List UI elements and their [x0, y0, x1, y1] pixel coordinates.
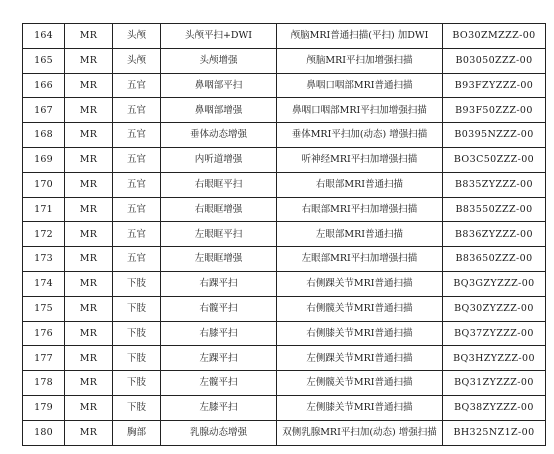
table-row — [23, 123, 546, 148]
modality-cell: MR — [65, 98, 113, 123]
row-number-cell: 170 — [23, 172, 65, 197]
modality-cell: MR — [65, 73, 113, 98]
row-number-cell: 180 — [23, 420, 65, 445]
row-number-cell: 164 — [23, 24, 65, 49]
row-number-cell: 174 — [23, 271, 65, 296]
body-part-cell: 五官 — [113, 98, 161, 123]
body-part-cell: 五官 — [113, 123, 161, 148]
row-number-cell: 168 — [23, 123, 65, 148]
table-row — [23, 395, 546, 420]
short-name-cell: 右踝平扫 — [161, 271, 277, 296]
body-part-cell: 下肢 — [113, 271, 161, 296]
full-name-cell: 听神经MRI平扫加增强扫描 — [277, 147, 443, 172]
table-row — [23, 197, 546, 222]
short-name-cell: 头颅平扫+DWI — [161, 24, 277, 49]
modality-cell: MR — [65, 420, 113, 445]
full-name-cell: 颅脑MRI普通扫描(平扫) 加DWI — [277, 24, 443, 49]
short-name-cell: 乳腺动态增强 — [161, 420, 277, 445]
body-part-cell: 胸部 — [113, 420, 161, 445]
body-part-cell: 五官 — [113, 247, 161, 272]
modality-cell: MR — [65, 48, 113, 73]
body-part-cell: 下肢 — [113, 321, 161, 346]
body-part-cell: 五官 — [113, 147, 161, 172]
short-name-cell: 左眼眶增强 — [161, 247, 277, 272]
full-name-cell: 右侧髋关节MRI普通扫描 — [277, 296, 443, 321]
full-name-cell: 左侧踝关节MRI普通扫描 — [277, 346, 443, 371]
body-part-cell: 五官 — [113, 222, 161, 247]
modality-cell: MR — [65, 123, 113, 148]
code-cell: BH325NZ1Z-00 — [443, 420, 546, 445]
modality-cell: MR — [65, 247, 113, 272]
row-number-cell: 176 — [23, 321, 65, 346]
modality-cell: MR — [65, 371, 113, 396]
full-name-cell: 左眼部MRI普通扫描 — [277, 222, 443, 247]
short-name-cell: 垂体动态增强 — [161, 123, 277, 148]
table-row — [23, 147, 546, 172]
modality-cell: MR — [65, 271, 113, 296]
body-part-cell: 下肢 — [113, 346, 161, 371]
short-name-cell: 右眼眶平扫 — [161, 172, 277, 197]
table-row — [23, 296, 546, 321]
modality-cell: MR — [65, 222, 113, 247]
row-number-cell: 175 — [23, 296, 65, 321]
code-cell: BQ37ZYZZZ-00 — [443, 321, 546, 346]
code-cell: B836ZYZZZ-00 — [443, 222, 546, 247]
code-cell: B835ZYZZZ-00 — [443, 172, 546, 197]
modality-cell: MR — [65, 395, 113, 420]
modality-cell: MR — [65, 197, 113, 222]
row-number-cell: 169 — [23, 147, 65, 172]
full-name-cell: 右眼部MRI平扫加增强扫描 — [277, 197, 443, 222]
code-cell: BQ3GZYZZZ-00 — [443, 271, 546, 296]
code-cell: B0395NZZZ-00 — [443, 123, 546, 148]
table-row — [23, 48, 546, 73]
body-part-cell: 五官 — [113, 73, 161, 98]
full-name-cell: 右侧踝关节MRI普通扫描 — [277, 271, 443, 296]
body-part-cell: 五官 — [113, 172, 161, 197]
table-row — [23, 247, 546, 272]
row-number-cell: 171 — [23, 197, 65, 222]
short-name-cell: 鼻咽部增强 — [161, 98, 277, 123]
table-row — [23, 172, 546, 197]
code-cell: BQ30ZYZZZ-00 — [443, 296, 546, 321]
short-name-cell: 右髋平扫 — [161, 296, 277, 321]
code-cell: BQ31ZYZZZ-00 — [443, 371, 546, 396]
modality-cell: MR — [65, 346, 113, 371]
body-part-cell: 五官 — [113, 197, 161, 222]
table-row — [23, 271, 546, 296]
full-name-cell: 左侧髋关节MRI普通扫描 — [277, 371, 443, 396]
modality-cell: MR — [65, 147, 113, 172]
short-name-cell: 右膝平扫 — [161, 321, 277, 346]
table-row — [23, 321, 546, 346]
full-name-cell: 双侧乳腺MRI平扫加(动态) 增强扫描 — [277, 420, 443, 445]
full-name-cell: 鼻咽口咽部MRI平扫加增强扫描 — [277, 98, 443, 123]
table-row — [23, 371, 546, 396]
code-cell: BO3C50ZZZ-00 — [443, 147, 546, 172]
short-name-cell: 右眼眶增强 — [161, 197, 277, 222]
code-cell: BQ3HZYZZZ-00 — [443, 346, 546, 371]
modality-cell: MR — [65, 321, 113, 346]
short-name-cell: 左踝平扫 — [161, 346, 277, 371]
code-cell: B03050ZZZ-00 — [443, 48, 546, 73]
modality-cell: MR — [65, 296, 113, 321]
body-part-cell: 下肢 — [113, 371, 161, 396]
modality-cell: MR — [65, 24, 113, 49]
row-number-cell: 172 — [23, 222, 65, 247]
full-name-cell: 颅脑MRI平扫加增强扫描 — [277, 48, 443, 73]
row-number-cell: 165 — [23, 48, 65, 73]
modality-cell: MR — [65, 172, 113, 197]
table-row — [23, 222, 546, 247]
row-number-cell: 166 — [23, 73, 65, 98]
full-name-cell: 鼻咽口咽部MRI普通扫描 — [277, 73, 443, 98]
short-name-cell: 左眼眶平扫 — [161, 222, 277, 247]
exam-code-table — [22, 23, 546, 446]
short-name-cell: 头颅增强 — [161, 48, 277, 73]
body-part-cell: 下肢 — [113, 296, 161, 321]
short-name-cell: 左髋平扫 — [161, 371, 277, 396]
body-part-cell: 头颅 — [113, 24, 161, 49]
table-row — [23, 73, 546, 98]
code-cell: BQ38ZYZZZ-00 — [443, 395, 546, 420]
code-cell: B83650ZZZ-00 — [443, 247, 546, 272]
code-cell: B93F50ZZZ-00 — [443, 98, 546, 123]
full-name-cell: 左侧膝关节MRI普通扫描 — [277, 395, 443, 420]
table-row — [23, 420, 546, 445]
row-number-cell: 178 — [23, 371, 65, 396]
full-name-cell: 左眼部MRI平扫加增强扫描 — [277, 247, 443, 272]
full-name-cell: 垂体MRI平扫加(动态) 增强扫描 — [277, 123, 443, 148]
body-part-cell: 下肢 — [113, 395, 161, 420]
table-row — [23, 24, 546, 49]
row-number-cell: 167 — [23, 98, 65, 123]
code-cell: B83550ZZZ-00 — [443, 197, 546, 222]
row-number-cell: 173 — [23, 247, 65, 272]
full-name-cell: 右侧膝关节MRI普通扫描 — [277, 321, 443, 346]
table-body — [23, 24, 546, 446]
table-row — [23, 98, 546, 123]
short-name-cell: 左膝平扫 — [161, 395, 277, 420]
full-name-cell: 右眼部MRI普通扫描 — [277, 172, 443, 197]
row-number-cell: 177 — [23, 346, 65, 371]
code-cell: B93FZYZZZ-00 — [443, 73, 546, 98]
code-cell: BO30ZMZZZ-00 — [443, 24, 546, 49]
short-name-cell: 鼻咽部平扫 — [161, 73, 277, 98]
body-part-cell: 头颅 — [113, 48, 161, 73]
table-row — [23, 346, 546, 371]
short-name-cell: 内听道增强 — [161, 147, 277, 172]
row-number-cell: 179 — [23, 395, 65, 420]
